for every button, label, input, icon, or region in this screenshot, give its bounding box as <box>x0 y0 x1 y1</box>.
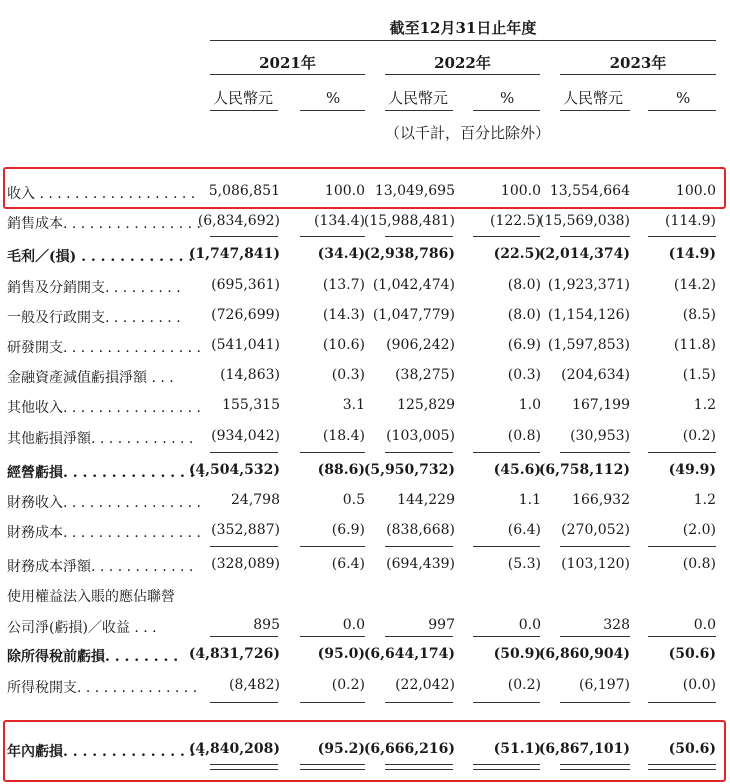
row-value: (30,953) <box>570 428 630 444</box>
row-value: (5.3) <box>507 556 541 572</box>
total-double-rule <box>473 764 540 770</box>
row-value: (50.6) <box>668 646 716 662</box>
year-rule-2022 <box>385 74 540 75</box>
row-value: 13,049,695 <box>374 183 455 199</box>
subtotal-rule <box>473 636 540 637</box>
row-value: (4,831,726) <box>188 646 280 662</box>
subtotal-rule <box>648 546 716 547</box>
row-value: 167,199 <box>572 397 630 413</box>
year-2022: 2022年 <box>434 54 491 72</box>
row-value: (0.3) <box>331 367 365 383</box>
row-value: (694,439) <box>386 556 455 572</box>
row-value: (22.5) <box>493 246 541 262</box>
row-value: 155,315 <box>222 397 280 413</box>
col-rule <box>300 110 365 111</box>
table-row <box>0 586 730 608</box>
row-value: (8.0) <box>507 307 541 323</box>
row-label: 其他虧損淨額. . . . . . . . . . . . <box>7 431 194 447</box>
subtotal-rule <box>385 452 453 453</box>
row-value: 0.0 <box>693 617 716 633</box>
total-double-rule <box>648 764 716 770</box>
row-value: (50.9) <box>493 646 541 662</box>
subtotal-rule <box>210 236 278 237</box>
row-value: (10.6) <box>322 337 365 353</box>
subtotal-rule <box>560 636 630 637</box>
row-value: (4,504,532) <box>188 462 280 478</box>
total-double-rule <box>385 764 453 770</box>
row-label: 一般及行政開支. . . . . . . . . <box>7 310 181 326</box>
row-label: 公司淨(虧損)／收益 . . . <box>7 620 157 636</box>
row-value: (134.4) <box>313 213 365 229</box>
row-label: 經營虧損. . . . . . . . . . . . . . . <box>7 465 205 481</box>
table-row <box>0 646 730 668</box>
row-value: (204,634) <box>561 367 630 383</box>
table-row <box>0 337 730 359</box>
row-value: 24,798 <box>231 492 280 508</box>
subtotal-rule <box>210 546 278 547</box>
row-value: 100.0 <box>324 183 365 199</box>
year-2023: 2023年 <box>609 54 667 72</box>
subtotal-rule <box>300 236 365 237</box>
col-rule <box>473 110 540 111</box>
row-value: (34.4) <box>317 246 365 262</box>
row-value: (6,666,216) <box>363 741 455 757</box>
subtotal-rule <box>385 546 453 547</box>
row-value: (6.9) <box>507 337 541 353</box>
row-value: (352,887) <box>211 522 280 538</box>
row-value: (0.8) <box>507 428 541 444</box>
row-value: (18.4) <box>322 428 365 444</box>
row-label: 銷售及分銷開支. . . . . . . . . <box>7 280 181 296</box>
subtotal-rule <box>560 452 630 453</box>
row-value: 5,086,851 <box>208 183 280 199</box>
subtotal-rule <box>560 546 630 547</box>
row-value: (103,005) <box>386 428 455 444</box>
row-value: (114.9) <box>664 213 716 229</box>
year-2021: 2021年 <box>259 54 316 72</box>
row-value: (14.2) <box>673 277 716 293</box>
subtotal-rule <box>648 702 716 703</box>
subtotal-rule <box>210 702 278 703</box>
col-rule <box>210 110 278 111</box>
row-value: (8.0) <box>507 277 541 293</box>
row-value: 100.0 <box>675 183 716 199</box>
row-value: (270,052) <box>561 522 630 538</box>
subtotal-rule <box>300 702 365 703</box>
period-header: 截至12月31日止年度 <box>389 19 537 37</box>
table-row <box>0 677 730 699</box>
subtotal-rule <box>385 636 453 637</box>
row-label: 收入 . . . . . . . . . . . . . . . . . . <box>7 186 196 202</box>
subtotal-rule <box>473 452 540 453</box>
subtotal-rule <box>300 636 365 637</box>
row-value: (6,860,904) <box>538 646 630 662</box>
subtotal-rule <box>385 702 453 703</box>
currency-2023: 人民幣元 <box>563 89 624 107</box>
row-value: (0.2) <box>331 677 365 693</box>
row-value: (5,950,732) <box>363 462 455 478</box>
row-value: 3.1 <box>342 397 365 413</box>
col-rule <box>560 110 630 111</box>
subtotal-rule <box>648 236 716 237</box>
percent-2022: % <box>500 89 515 107</box>
year-rule-2023 <box>560 74 716 75</box>
subtotal-rule <box>210 636 278 637</box>
row-value: (1,923,371) <box>547 277 630 293</box>
subtotal-rule <box>473 546 540 547</box>
table-row <box>0 428 730 450</box>
subtotal-rule <box>473 702 540 703</box>
table-row <box>0 492 730 514</box>
row-value: (38,275) <box>395 367 455 383</box>
subtotal-rule <box>473 236 540 237</box>
row-value: (6,197) <box>578 677 630 693</box>
row-value: 0.0 <box>342 617 365 633</box>
row-label: 金融資產減值虧損淨額 . . . <box>7 370 174 386</box>
row-value: (14,863) <box>220 367 280 383</box>
row-label: 財務成本. . . . . . . . . . . . . . . . <box>7 525 201 541</box>
table-row <box>0 307 730 329</box>
row-label: 財務收入. . . . . . . . . . . . . . . . <box>7 495 201 511</box>
currency-2021: 人民幣元 <box>213 89 274 107</box>
row-value: 328 <box>603 617 630 633</box>
row-value: (1,042,474) <box>372 277 455 293</box>
subtotal-rule <box>300 452 365 453</box>
row-value: 0.5 <box>342 492 365 508</box>
row-value: (0.8) <box>682 556 716 572</box>
row-value: (1,047,779) <box>372 307 455 323</box>
row-value: 13,554,664 <box>549 183 630 199</box>
percent-2021: % <box>326 89 341 107</box>
row-value: (103,120) <box>561 556 630 572</box>
row-label: 年內虧損. . . . . . . . . . . . . . . <box>7 744 205 760</box>
subtotal-rule <box>385 236 453 237</box>
row-value: (45.6) <box>493 462 541 478</box>
row-value: 125,829 <box>397 397 455 413</box>
row-value: (14.9) <box>668 246 716 262</box>
subtotal-rule <box>300 546 365 547</box>
total-double-rule <box>560 764 630 770</box>
row-value: (15,988,481) <box>363 213 455 229</box>
row-value: 1.2 <box>693 492 716 508</box>
row-value: 997 <box>428 617 455 633</box>
percent-2023: % <box>676 89 691 107</box>
row-value: (4,840,208) <box>188 741 280 757</box>
row-value: (49.9) <box>668 462 716 478</box>
row-value: (6.9) <box>331 522 365 538</box>
currency-2022: 人民幣元 <box>388 89 449 107</box>
row-value: (0.2) <box>682 428 716 444</box>
table-row <box>0 556 730 578</box>
row-value: (1,154,126) <box>547 307 630 323</box>
row-label: 銷售成本. . . . . . . . . . . . . . . . <box>7 216 201 232</box>
row-value: (6.4) <box>507 522 541 538</box>
row-value: (15,569,038) <box>538 213 630 229</box>
row-value: (1.5) <box>682 367 716 383</box>
row-value: (2.0) <box>682 522 716 538</box>
row-label: 除所得稅前虧損. . . . . . . . <box>7 649 179 665</box>
row-value: (6,644,174) <box>363 646 455 662</box>
col-rule <box>385 110 453 111</box>
row-value: (0.3) <box>507 367 541 383</box>
row-value: (695,361) <box>211 277 280 293</box>
period-rule <box>210 40 716 41</box>
row-value: (11.8) <box>673 337 716 353</box>
table-row <box>0 213 730 235</box>
row-label: 毛利／(損) . . . . . . . . . . . . <box>7 249 194 265</box>
subtotal-rule <box>648 452 716 453</box>
row-value: (2,014,374) <box>538 246 630 262</box>
row-value: (6.4) <box>331 556 365 572</box>
row-value: 144,229 <box>397 492 455 508</box>
row-value: (726,699) <box>211 307 280 323</box>
total-double-rule <box>210 764 278 770</box>
total-double-rule <box>300 764 365 770</box>
row-value: (838,668) <box>386 522 455 538</box>
row-value: 895 <box>253 617 280 633</box>
table-row <box>0 741 730 763</box>
row-value: (1,747,841) <box>188 246 280 262</box>
row-label: 其他收入. . . . . . . . . . . . . . . . <box>7 400 201 416</box>
row-value: (6,758,112) <box>538 462 630 478</box>
row-value: 166,932 <box>572 492 630 508</box>
row-value: 1.1 <box>518 492 541 508</box>
row-value: (6,834,692) <box>197 213 280 229</box>
table-row <box>0 277 730 299</box>
row-value: (13.7) <box>322 277 365 293</box>
unit-note: （以千計，百分比除外） <box>385 124 551 142</box>
row-value: (51.1) <box>493 741 541 757</box>
table-row <box>0 397 730 419</box>
row-value: (95.0) <box>317 646 365 662</box>
row-label: 所得稅開支. . . . . . . . . . . . . . <box>7 680 198 696</box>
year-rule-2021 <box>210 74 365 75</box>
row-value: (22,042) <box>395 677 455 693</box>
table-row <box>0 246 730 268</box>
row-value: (1,597,853) <box>547 337 630 353</box>
row-value: (95.2) <box>317 741 365 757</box>
row-value: 0.0 <box>518 617 541 633</box>
table-row <box>0 183 730 205</box>
row-label: 使用權益法入賬的應佔聯營 <box>7 589 175 605</box>
row-value: (8.5) <box>682 307 716 323</box>
row-value: (122.5) <box>489 213 541 229</box>
row-value: (541,041) <box>211 337 280 353</box>
row-value: (934,042) <box>211 428 280 444</box>
row-value: (8,482) <box>228 677 280 693</box>
table-row <box>0 462 730 484</box>
subtotal-rule <box>560 702 630 703</box>
row-value: 100.0 <box>500 183 541 199</box>
row-value: (2,938,786) <box>363 246 455 262</box>
row-value: (88.6) <box>317 462 365 478</box>
row-value: (906,242) <box>386 337 455 353</box>
table-row <box>0 522 730 544</box>
subtotal-rule <box>648 636 716 637</box>
row-value: (6,867,101) <box>538 741 630 757</box>
subtotal-rule <box>210 452 278 453</box>
row-value: 1.0 <box>518 397 541 413</box>
row-value: (0.0) <box>682 677 716 693</box>
row-value: (0.2) <box>507 677 541 693</box>
subtotal-rule <box>560 236 630 237</box>
table-row <box>0 367 730 389</box>
col-rule <box>648 110 716 111</box>
row-value: 1.2 <box>693 397 716 413</box>
row-value: (14.3) <box>322 307 365 323</box>
row-label: 研發開支. . . . . . . . . . . . . . . . <box>7 340 201 356</box>
row-label: 財務成本淨額. . . . . . . . . . . . <box>7 559 194 575</box>
row-value: (328,089) <box>211 556 280 572</box>
row-value: (50.6) <box>668 741 716 757</box>
